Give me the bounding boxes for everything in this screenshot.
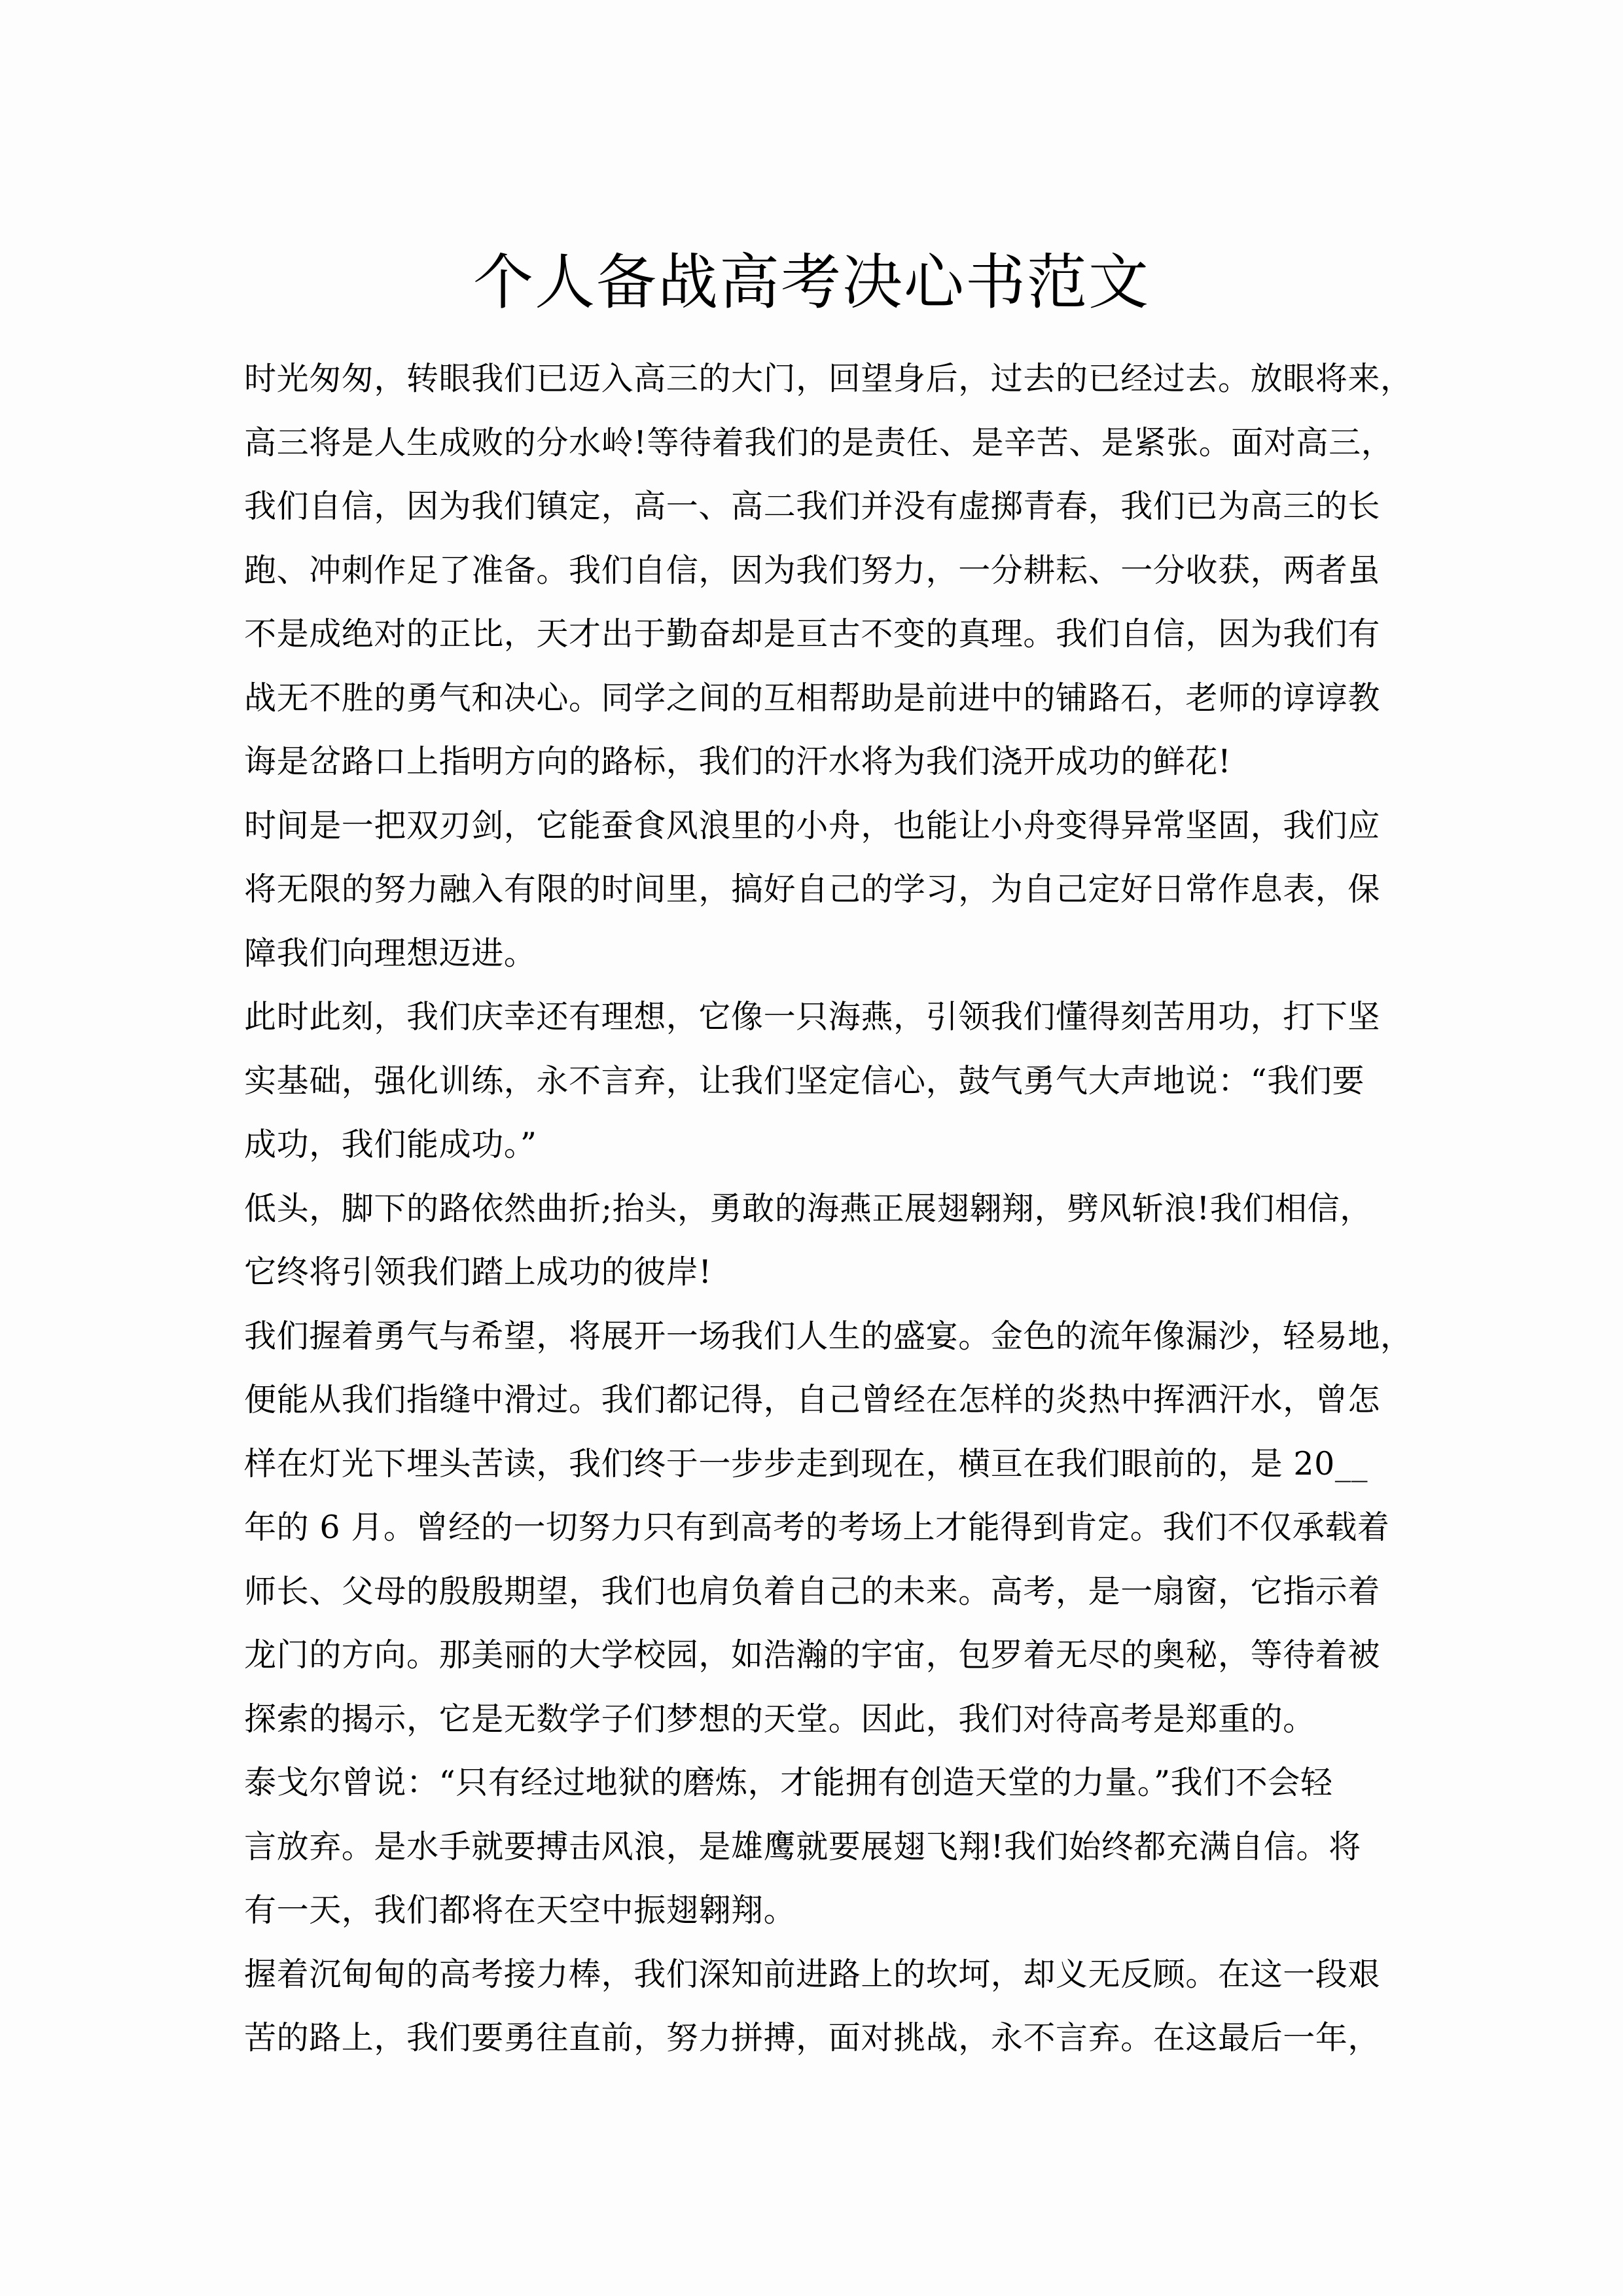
text-line: 时光匆匆，转眼我们已迈入高三的大门，回望身后，过去的已经过去。放眼将来， (244, 360, 1413, 397)
text-line: 龙门的方向。那美丽的大学校园，如浩瀚的宇宙，包罗着无尽的奥秘，等待着被 (244, 1636, 1381, 1674)
document-title: 个人备战高考决心书范文 (473, 247, 1150, 317)
text-line: 时间是一把双刃剑，它能蚕食风浪里的小舟，也能让小舟变得异常坚固，我们应 (244, 806, 1381, 844)
text-line: 成功，我们能成功。” (244, 1126, 537, 1163)
text-line: 有一天，我们都将在天空中振翅翱翔。 (244, 1892, 796, 1929)
text-line: 言放弃。是水手就要搏击风浪，是雄鹰就要展翅飞翔!我们始终都充满自信。将 (244, 1827, 1361, 1865)
document-body (244, 347, 1413, 2070)
text-line: 战无不胜的勇气和决心。同学之间的互相帮助是前进中的铺路石，老师的谆谆教 (244, 679, 1381, 717)
text-line: 年的 6 月。曾经的一切努力只有到高考的考场上才能得到肯定。我们不仅承载着 (244, 1509, 1390, 1546)
text-line: 此时此刻，我们庆幸还有理想，它像一只海燕，引领我们懂得刻苦用功，打下坚 (244, 998, 1381, 1035)
text-line: 诲是岔路口上指明方向的路标，我们的汗水将为我们浇开成功的鲜花! (244, 743, 1232, 780)
text-line: 它终将引领我们踏上成功的彼岸! (244, 1253, 712, 1291)
text-line: 实基础，强化训练，永不言弃，让我们坚定信心，鼓气勇气大声地说：“我们要 (244, 1062, 1365, 1100)
text-line: 苦的路上，我们要勇往直前，努力拼搏，面对挑战，永不言弃。在这最后一年， (244, 2019, 1381, 2056)
text-line: 跑、冲刺作足了准备。我们自信，因为我们努力，一分耕耘、一分收获，两者虽 (244, 551, 1381, 589)
text-line: 不是成绝对的正比，天才出于勤奋却是亘古不变的真理。我们自信，因为我们有 (244, 615, 1381, 653)
text-line: 将无限的努力融入有限的时间里，搞好自己的学习，为自己定好日常作息表，保 (244, 870, 1381, 908)
text-line: 便能从我们指缝中滑过。我们都记得，自己曾经在怎样的炎热中挥洒汗水，曾怎 (244, 1381, 1381, 1418)
text-line: 高三将是人生成败的分水岭!等待着我们的是责任、是辛苦、是紧张。面对高三， (244, 423, 1394, 461)
text-line: 师长、父母的殷殷期望，我们也肩负着自己的未来。高考，是一扇窗，它指示着 (244, 1572, 1381, 1610)
text-line: 我们握着勇气与希望，将展开一场我们人生的盛宴。金色的流年像漏沙，轻易地， (244, 1317, 1413, 1355)
text-line: 样在灯光下埋头苦读，我们终于一步步走到现在，横亘在我们眼前的，是 20__ (244, 1444, 1368, 1482)
text-line: 握着沉甸甸的高考接力棒，我们深知前进路上的坎坷，却义无反顾。在这一段艰 (244, 1955, 1381, 1993)
text-line: 我们自信，因为我们镇定，高一、高二我们并没有虚掷青春，我们已为高三的长 (244, 488, 1381, 525)
text-line: 低头，脚下的路依然曲折;抬头，勇敢的海燕正展翅翱翔，劈风斩浪!我们相信， (244, 1189, 1372, 1227)
text-line: 泰戈尔曾说：“只有经过地狱的磨炼，才能拥有创造天堂的力量。”我们不会轻 (244, 1764, 1333, 1801)
text-line: 探索的揭示，它是无数学子们梦想的天堂。因此，我们对待高考是郑重的。 (244, 1700, 1315, 1738)
text-line: 障我们向理想迈进。 (244, 934, 537, 972)
